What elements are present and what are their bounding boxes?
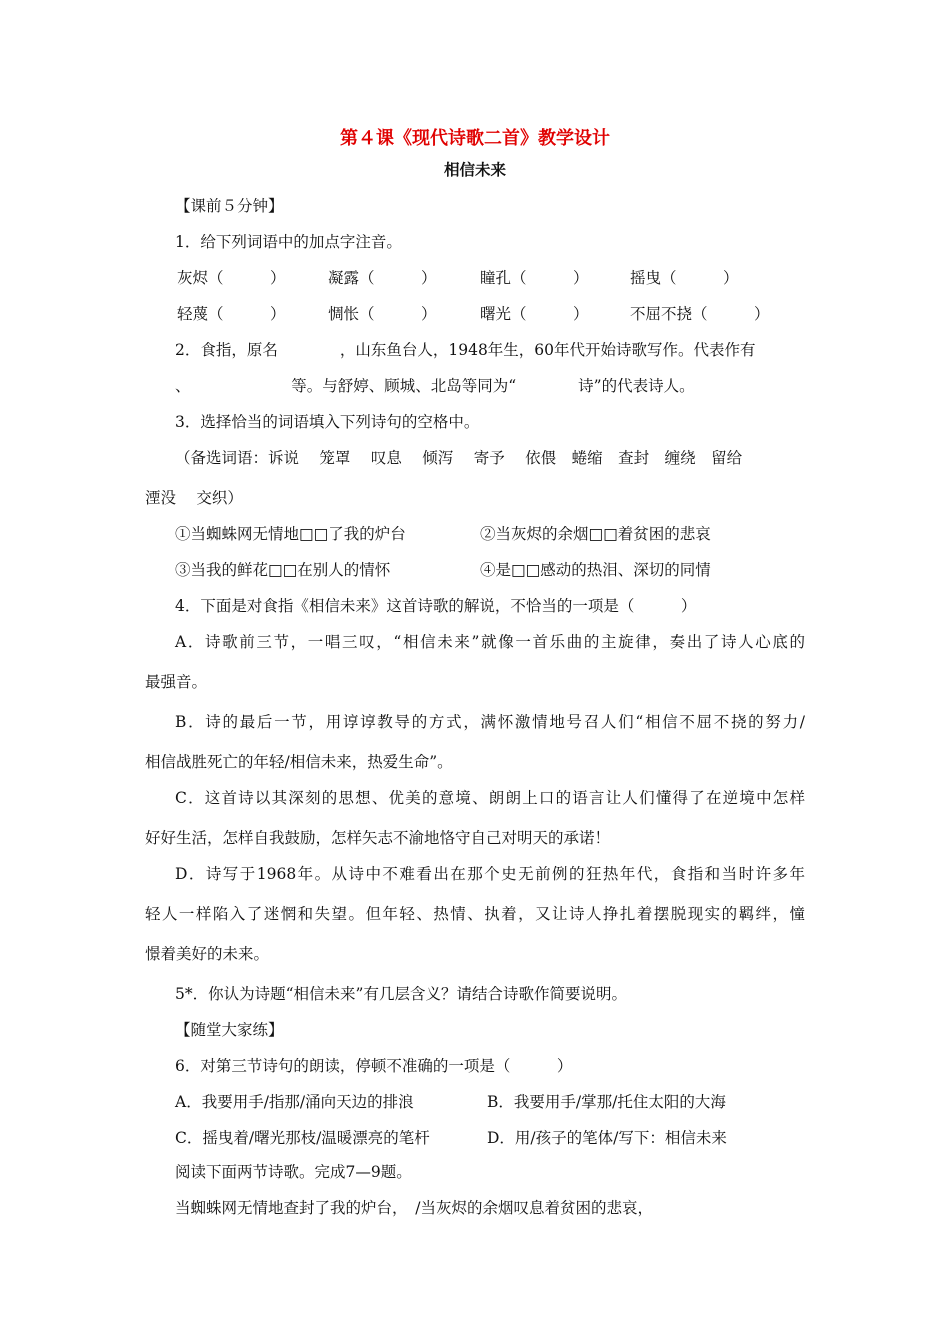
- vocab-item: 曙光（ ）: [480, 305, 589, 323]
- question-4-option-a-line-1: A．诗歌前三节，一唱三叹，“相信未来”就像一首乐曲的主旋律，奏出了诗人心底的: [175, 633, 805, 651]
- section-heading-inclass: 【随堂大家练】: [175, 1021, 284, 1039]
- question-4-option-c-line-1: C．这首诗以其深刻的思想、优美的意境、朗朗上口的语言让人们懂得了在逆境中怎样: [175, 789, 805, 807]
- question-4-option-b-line-2: 相信战胜死亡的年轻/相信未来，热爱生命”。: [145, 753, 453, 771]
- question-6-option-a: A．我要用手/指那/涌向天边的排浪: [175, 1093, 414, 1111]
- question-4-option-c-line-2: 好好生活，怎样自我鼓励，怎样矢志不渝地恪守自己对明天的承诺！: [145, 829, 611, 847]
- document-subtitle: 相信未来: [443, 161, 506, 179]
- question-4-option-d-line-3: 憬着美好的未来。: [145, 945, 270, 963]
- fill-item-3: ③当我的鲜花□□在别人的情怀: [175, 561, 391, 579]
- question-4-option-d-line-2: 轻人一样陷入了迷惘和失望。但年轻、热情、执着，又让诗人挣扎着摆脱现实的羁绊，憧: [145, 905, 805, 923]
- vocab-item: 摇曳（ ）: [630, 269, 739, 287]
- question-5: 5*．你认为诗题“相信未来”有几层含义？请结合诗歌作简要说明。: [175, 985, 627, 1003]
- vocab-item: 灰烬（ ）: [177, 269, 286, 287]
- vocab-item: 惆怅（ ）: [328, 305, 437, 323]
- fill-item-2: ②当灰烬的余烟□□着贫困的悲哀: [480, 525, 711, 543]
- question-2-line-2: 、 等。与舒婷、顾城、北岛等同为“ 诗”的代表诗人。: [175, 377, 695, 395]
- question-2-line-1: 2．食指，原名 ，山东鱼台人，1948年生，60年代开始诗歌写作。代表作有: [175, 341, 756, 359]
- fill-item-4: ④是□□感动的热泪、深切的同情: [480, 561, 711, 579]
- question-3-options-line-2: 湮没 交织）: [145, 489, 243, 507]
- question-4-option-a-line-2: 最强音。: [145, 673, 208, 691]
- vocab-item: 瞳孔（ ）: [480, 269, 589, 287]
- vocab-item: 凝露（ ）: [328, 269, 437, 287]
- vocab-item: 轻蔑（ ）: [177, 305, 286, 323]
- vocab-item: 不屈不挠（ ）: [630, 305, 770, 323]
- fill-item-1: ①当蜘蛛网无情地□□了我的炉台: [175, 525, 406, 543]
- question-4-option-d-line-1: D．诗写于1968年。从诗中不难看出在那个史无前例的狂热年代，食指和当时许多年: [175, 865, 805, 883]
- question-6: 6．对第三节诗句的朗读，停顿不准确的一项是（ ）: [175, 1057, 573, 1075]
- section-heading-prelesson: 【课前５分钟】: [175, 197, 284, 215]
- document-title: 第４课《现代诗歌二首》教学设计: [340, 128, 610, 149]
- question-1: 1．给下列词语中的加点字注音。: [175, 233, 402, 251]
- question-4: 4．下面是对食指《相信未来》这首诗歌的解说，不恰当的一项是（ ）: [175, 597, 697, 615]
- question-6-option-b: B．我要用手/掌那/托住太阳的大海: [487, 1093, 726, 1111]
- question-6-option-d: D．用/孩子的笔体/写下：相信未来: [487, 1129, 727, 1147]
- poem-line-1: 当蜘蛛网无情地查封了我的炉台， /当灰烬的余烟叹息着贫困的悲哀，: [175, 1199, 653, 1217]
- question-3: 3．选择恰当的词语填入下列诗句的空格中。: [175, 413, 480, 431]
- question-3-options-line-1: （备选词语：诉说 笼罩 叹息 倾泻 寄予 依偎 蜷缩 查封 缠绕 留给: [175, 449, 743, 467]
- question-6-option-c: C．摇曳着/曙光那枝/温暖漂亮的笔杆: [175, 1129, 430, 1147]
- question-4-option-b-line-1: B．诗的最后一节，用谆谆教导的方式，满怀激情地号召人们“相信不屈不挠的努力/: [175, 713, 805, 731]
- reading-instruction: 阅读下面两节诗歌。完成7—9题。: [175, 1163, 412, 1181]
